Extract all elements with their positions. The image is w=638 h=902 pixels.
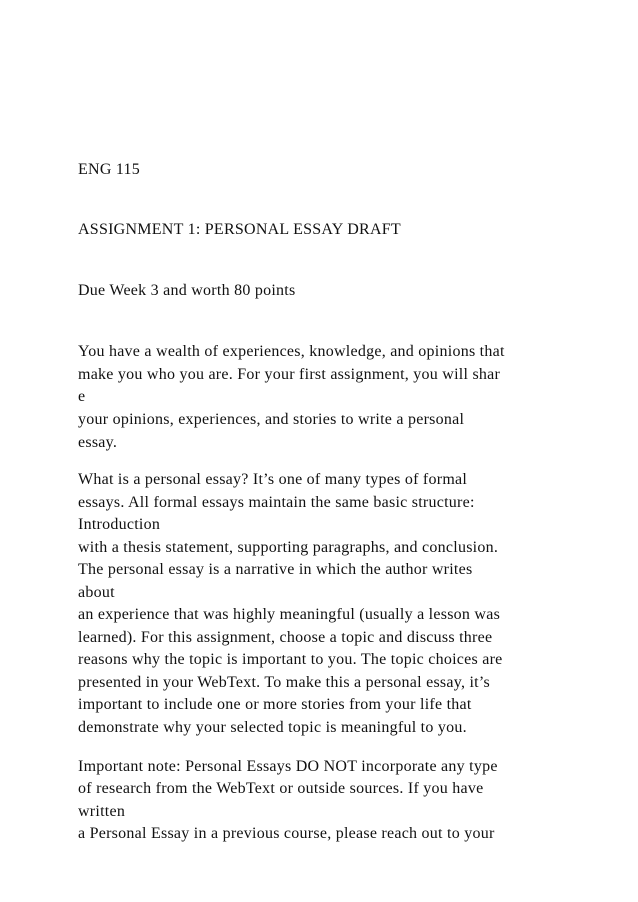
text-line: e	[78, 388, 86, 405]
assignment-title: ASSIGNMENT 1: PERSONAL ESSAY DRAFT	[78, 221, 401, 238]
course-code: ENG 115	[78, 161, 141, 178]
text-line: make you who you are. For your first assignment, you will shar	[78, 366, 501, 383]
text-line: your opinions, experiences, and stories to write a personal	[78, 411, 465, 428]
text-line: Introduction	[78, 516, 161, 533]
text-line: important to include one or more stories from your life that	[78, 696, 472, 713]
due-line: Due Week 3 and worth 80 points	[78, 282, 296, 299]
text-line: reasons why the topic is important to you. The topic choices are	[78, 651, 503, 668]
text-line: learned). For this assignment, choose a topic and discuss three	[78, 629, 493, 646]
text-line: essay.	[78, 434, 118, 451]
text-line: a Personal Essay in a previous course, please reach out to your	[78, 825, 495, 842]
text-line: with a thesis statement, supporting paragraphs, and conclusion.	[78, 539, 499, 556]
text-line: about	[78, 584, 115, 601]
text-line: The personal essay is a narrative in which the author writes	[78, 561, 473, 578]
text-line: written	[78, 803, 126, 820]
text-line: demonstrate why your selected topic is meaningful to you.	[78, 719, 467, 736]
text-line: Important note: Personal Essays DO NOT incorporate any type	[78, 758, 498, 775]
text-line: presented in your WebText. To make this a personal essay, it’s	[78, 674, 491, 691]
text-line: essays. All formal essays maintain the same basic structure:	[78, 494, 475, 511]
text-line: You have a wealth of experiences, knowledge, and opinions that	[78, 343, 505, 360]
text-line: an experience that was highly meaningful (usually a lesson was	[78, 606, 501, 623]
text-line: of research from the WebText or outside sources. If you have	[78, 780, 484, 797]
text-line: What is a personal essay? It’s one of many types of formal	[78, 471, 468, 488]
